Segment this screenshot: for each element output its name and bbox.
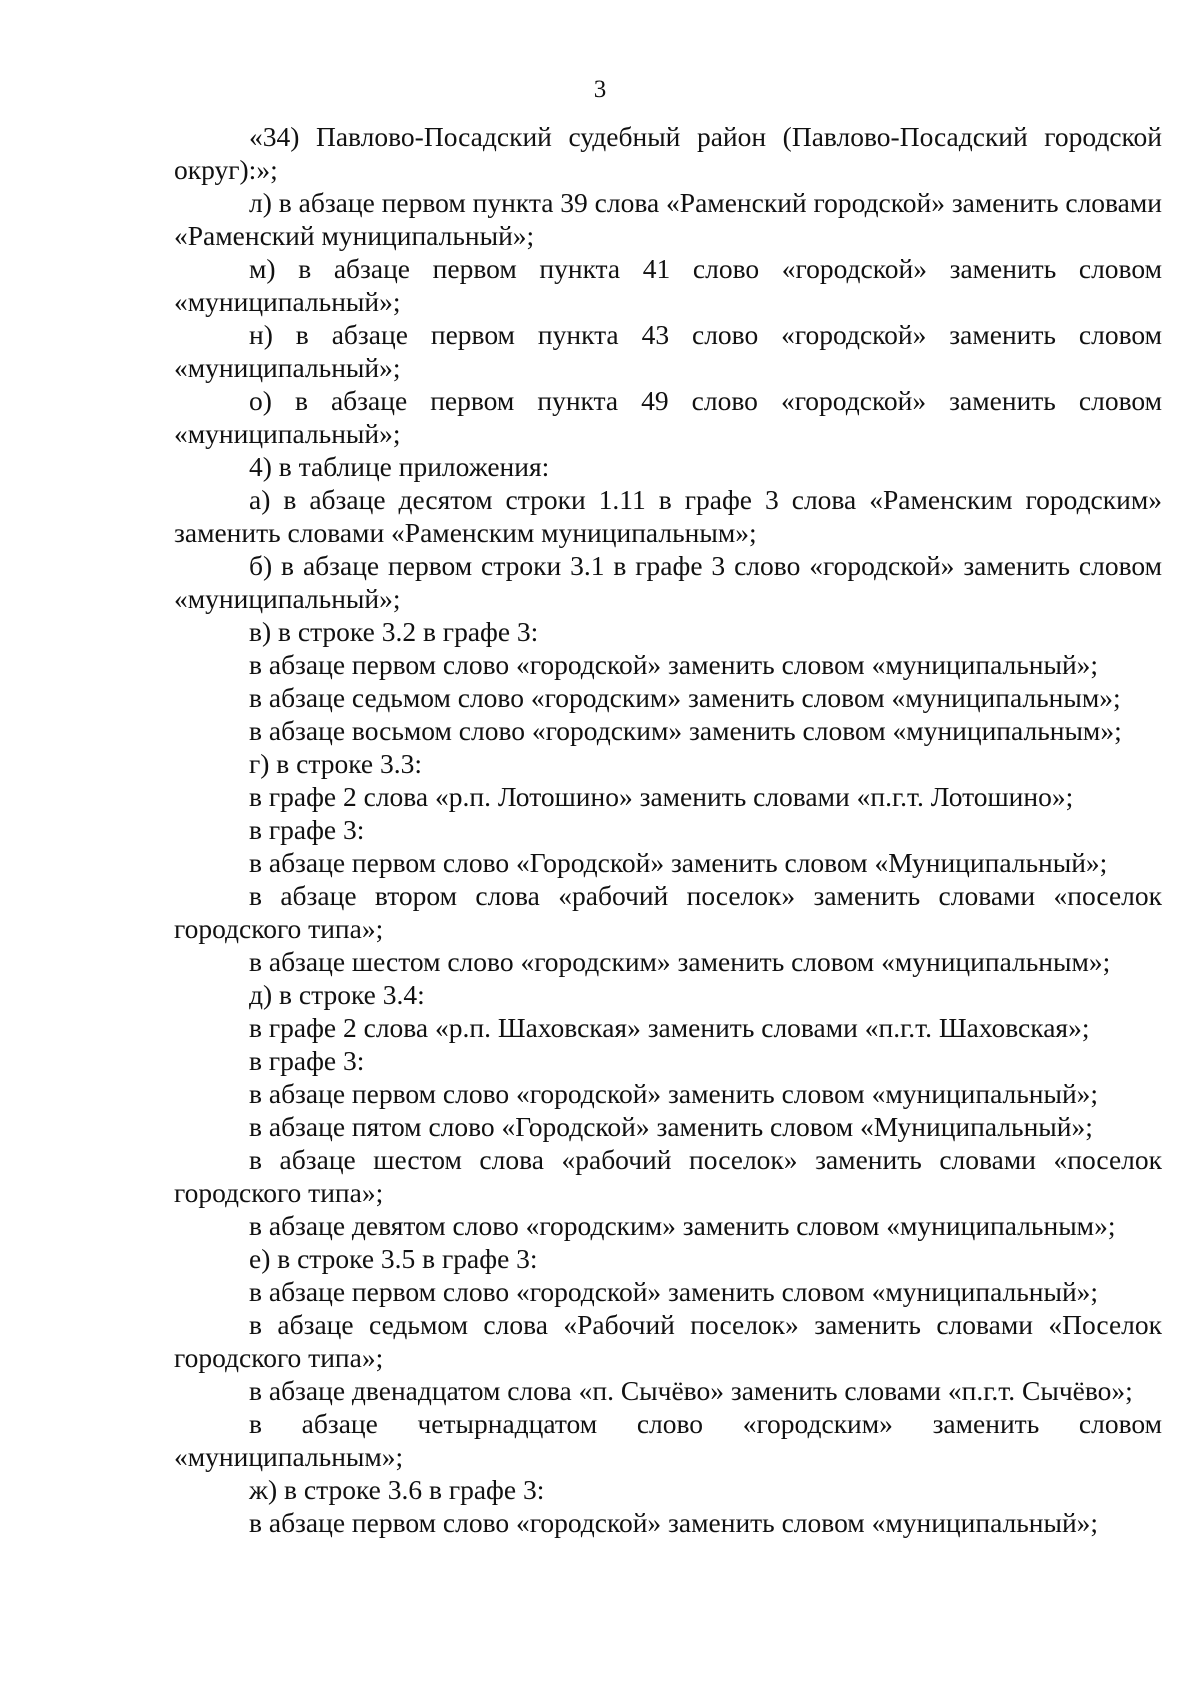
paragraph: л) в абзаце первом пункта 39 слова «Раменский городской» заменить словами «Раменский муниципальный»; bbox=[174, 187, 1162, 251]
paragraph: в абзаце пятом слово «Городской» заменить словом «Муниципальный»; bbox=[249, 1111, 1093, 1142]
paragraph: д) в строке 3.4: bbox=[249, 979, 425, 1010]
paragraph: в абзаце седьмом слова «Рабочий поселок» заменить словами «Поселок городского типа»; bbox=[174, 1309, 1162, 1373]
paragraph: в абзаце первом слово «Городской» заменить словом «Муниципальный»; bbox=[249, 847, 1108, 878]
paragraph: ж) в строке 3.6 в графе 3: bbox=[249, 1474, 545, 1505]
document-body bbox=[174, 120, 1162, 1539]
paragraph: н) в абзаце первом пункта 43 слово «городской» заменить словом «муниципальный»; bbox=[174, 319, 1162, 383]
paragraph: г) в строке 3.3: bbox=[249, 748, 423, 779]
paragraph: б) в абзаце первом строки 3.1 в графе 3 слово «городской» заменить словом «муниципальный»; bbox=[174, 550, 1162, 614]
paragraph: в абзаце втором слова «рабочий поселок» заменить словами «поселок городского типа»; bbox=[174, 880, 1162, 944]
paragraph: в абзаце первом слово «городской» заменить словом «муниципальный»; bbox=[249, 1078, 1099, 1109]
paragraph: в графе 3: bbox=[249, 814, 365, 845]
paragraph: в абзаце девятом слово «городским» заменить словом «муниципальным»; bbox=[249, 1210, 1116, 1241]
paragraph: в абзаце первом слово «городской» заменить словом «муниципальный»; bbox=[249, 1276, 1099, 1307]
paragraph: а) в абзаце десятом строки 1.11 в графе 3 слова «Раменским городским» заменить словами «Раменским муниципальным»; bbox=[174, 484, 1162, 548]
paragraph: в абзаце восьмом слово «городским» заменить словом «муниципальным»; bbox=[249, 715, 1122, 746]
paragraph: в абзаце седьмом слово «городским» заменить словом «муниципальным»; bbox=[249, 682, 1121, 713]
page-number: 3 bbox=[593, 76, 607, 103]
paragraph: м) в абзаце первом пункта 41 слово «городской» заменить словом «муниципальный»; bbox=[174, 253, 1162, 317]
paragraph: «34) Павлово-Посадский судебный район (Павлово-Посадский городской округ):»; bbox=[174, 121, 1162, 185]
paragraph: в абзаце шестом слово «городским» заменить словом «муниципальным»; bbox=[249, 946, 1111, 977]
paragraph: е) в строке 3.5 в графе 3: bbox=[249, 1243, 538, 1274]
paragraph: в графе 2 слова «р.п. Лотошино» заменить словами «п.г.т. Лотошино»; bbox=[249, 781, 1074, 812]
paragraph: в абзаце первом слово «городской» заменить словом «муниципальный»; bbox=[249, 649, 1099, 680]
paragraph: в абзаце первом слово «городской» заменить словом «муниципальный»; bbox=[249, 1507, 1099, 1538]
paragraph: в графе 3: bbox=[249, 1045, 365, 1076]
paragraph: в абзаце шестом слова «рабочий поселок» заменить словами «поселок городского типа»; bbox=[174, 1144, 1162, 1208]
paragraph: 4) в таблице приложения: bbox=[249, 451, 550, 482]
paragraph: в абзаце четырнадцатом слово «городским» заменить словом «муниципальным»; bbox=[174, 1408, 1162, 1472]
paragraph: о) в абзаце первом пункта 49 слово «городской» заменить словом «муниципальный»; bbox=[174, 385, 1162, 449]
paragraph: в) в строке 3.2 в графе 3: bbox=[249, 616, 539, 647]
paragraph: в абзаце двенадцатом слова «п. Сычёво» заменить словами «п.г.т. Сычёво»; bbox=[249, 1375, 1133, 1406]
paragraph: в графе 2 слова «р.п. Шаховская» заменить словами «п.г.т. Шаховская»; bbox=[249, 1012, 1090, 1043]
